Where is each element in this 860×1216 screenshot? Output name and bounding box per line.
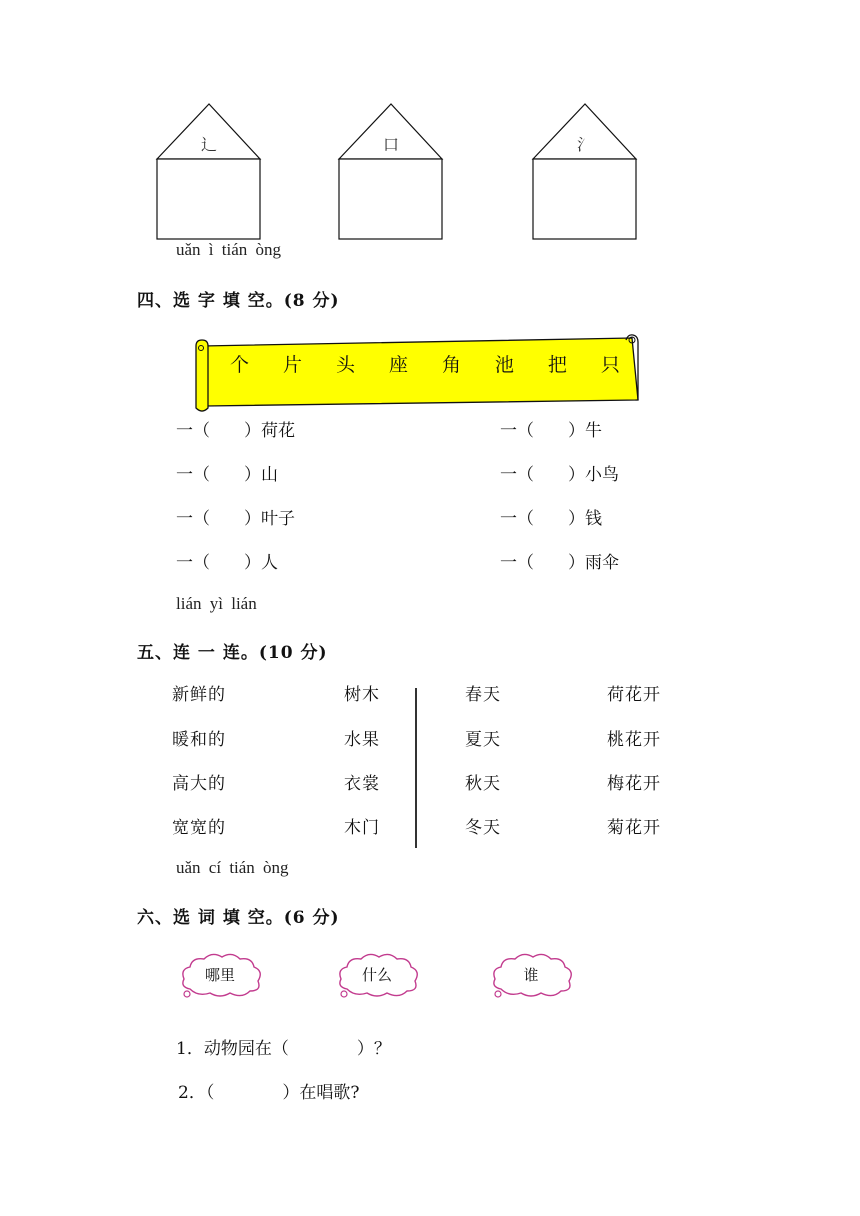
pinyin-line-3 [176, 240, 281, 260]
house-outline [155, 102, 263, 242]
noun-3[interactable]: 衣裳 [344, 774, 380, 794]
house-1 [155, 102, 263, 242]
section-6-heading: 六、选 词 填 空。(6 分) [137, 908, 340, 928]
noun-2[interactable]: 水果 [344, 730, 380, 750]
fill-item-left-4[interactable]: 一（ ）人 [176, 553, 278, 573]
pinyin-word: òng [255, 240, 282, 259]
season-1[interactable]: 春天 [465, 685, 501, 705]
pinyin-word: ì [208, 240, 214, 259]
noun-4[interactable]: 木门 [344, 818, 380, 838]
house-outline [531, 102, 639, 242]
scroll-char: 角 [441, 354, 461, 376]
pinyin-word: uǎn [176, 240, 201, 259]
radical-label: 辶 [200, 135, 217, 154]
radical-label: 口 [382, 135, 399, 154]
scroll-char: 头 [335, 354, 355, 376]
pinyin-line-5: lián yì lián [176, 594, 257, 613]
fill-item-right-3[interactable]: 一（ ）钱 [500, 509, 602, 529]
cloud-word: 哪里 [204, 966, 235, 984]
pinyin-word: tián [221, 240, 248, 259]
question-2[interactable]: 2．（ ）在唱歌? [178, 1083, 360, 1103]
scroll-char: 座 [388, 354, 408, 376]
noun-1[interactable]: 树木 [344, 685, 380, 705]
adjective-3[interactable]: 高大的 [172, 774, 226, 794]
adjective-1[interactable]: 新鲜的 [172, 685, 226, 705]
column-divider [415, 688, 417, 848]
season-4[interactable]: 冬天 [465, 818, 501, 838]
pinyin-line-6: uǎn cí tián òng [176, 858, 289, 877]
adjective-4[interactable]: 宽宽的 [172, 818, 226, 838]
fill-item-left-3[interactable]: 一（ ）叶子 [176, 509, 295, 529]
cloud-word: 谁 [523, 966, 539, 984]
flower-1[interactable]: 荷花开 [607, 685, 661, 705]
flower-2[interactable]: 桃花开 [607, 730, 661, 750]
section-5-heading: 五、连 一 连。(10 分) [137, 643, 328, 663]
house-2 [337, 102, 445, 242]
scroll-characters [230, 350, 620, 377]
word-cloud-2[interactable] [337, 951, 421, 1001]
flower-4[interactable]: 菊花开 [607, 818, 661, 838]
word-cloud-3[interactable] [491, 951, 575, 1001]
fill-item-left-2[interactable]: 一（ ）山 [176, 465, 278, 485]
fill-item-right-4[interactable]: 一（ ）雨伞 [500, 553, 619, 573]
fill-item-right-1[interactable]: 一（ ）牛 [500, 421, 602, 441]
fill-item-right-2[interactable]: 一（ ）小鸟 [500, 465, 619, 485]
fill-item-left-1[interactable]: 一（ ）荷花 [176, 421, 295, 441]
scroll-char: 池 [494, 354, 514, 376]
radical-label: 氵 [576, 135, 593, 154]
flower-3[interactable]: 梅花开 [607, 774, 661, 794]
adjective-2[interactable]: 暖和的 [172, 730, 226, 750]
scroll-char: 片 [282, 354, 302, 376]
section-4-heading: 四、选 字 填 空。(8 分) [137, 291, 340, 311]
house-3 [531, 102, 639, 242]
scroll-char: 把 [547, 354, 567, 376]
cloud-word: 什么 [361, 966, 392, 984]
season-2[interactable]: 夏天 [465, 730, 501, 750]
season-3[interactable]: 秋天 [465, 774, 501, 794]
scroll-char: 个 [230, 354, 250, 376]
question-1[interactable]: 1．动物园在（ ）？ [176, 1039, 391, 1059]
word-cloud-1[interactable] [180, 951, 264, 1001]
scroll-char: 只 [600, 354, 620, 376]
character-scroll [192, 334, 642, 416]
house-outline [337, 102, 445, 242]
